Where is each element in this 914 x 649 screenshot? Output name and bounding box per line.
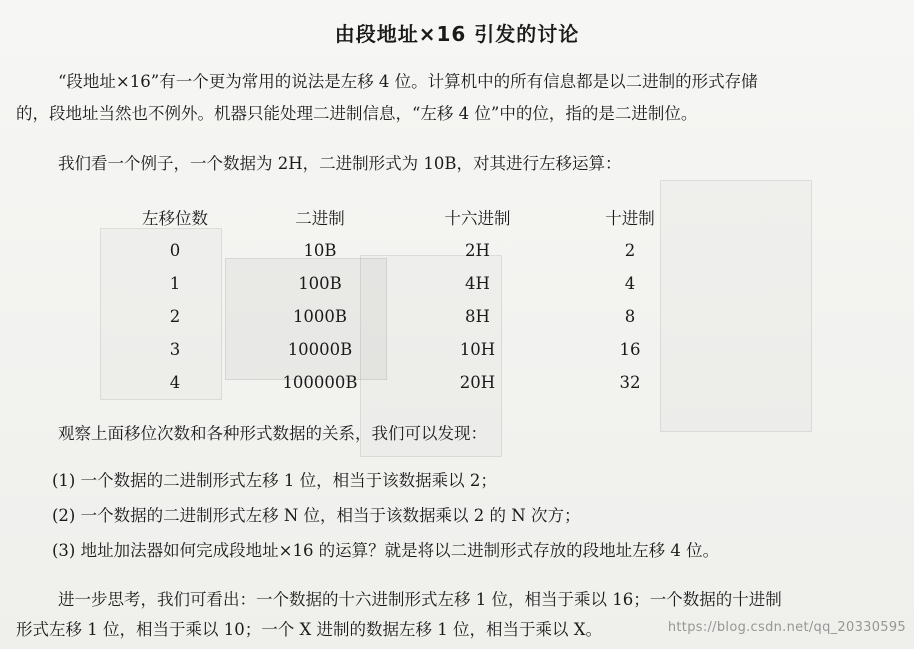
cell-hex: 8H bbox=[465, 307, 490, 326]
further-line-2: 形式左移 1 位，相当于乘以 10；一个 X 进制的数据左移 1 位，相当于乘以 X。 bbox=[16, 620, 602, 639]
table-header-row bbox=[105, 200, 700, 234]
finding-3: (3) 地址加法器如何完成段地址×16 的运算？就是将以二进制形式存放的段地址左移 4 位。 bbox=[52, 541, 720, 560]
cell-shift: 0 bbox=[169, 241, 181, 260]
col-header-hex: 十六进制 bbox=[444, 209, 511, 228]
col-header-decimal: 十进制 bbox=[605, 209, 655, 228]
cell-hex: 10H bbox=[459, 340, 496, 359]
cell-binary: 100B bbox=[298, 274, 342, 293]
cell-decimal: 16 bbox=[619, 340, 641, 359]
observe-text: 观察上面移位次数和各种形式数据的关系，我们可以发现： bbox=[58, 424, 487, 443]
finding-1: (1) 一个数据的二进制形式左移 1 位，相当于该数据乘以 2； bbox=[52, 471, 497, 490]
example-intro: 我们看一个例子，一个数据为 2H，二进制形式为 10B，对其进行左移运算： bbox=[58, 154, 622, 173]
cell-binary: 100000B bbox=[282, 373, 358, 392]
table-row bbox=[105, 267, 700, 300]
cell-shift: 4 bbox=[169, 373, 181, 392]
cell-decimal: 8 bbox=[624, 307, 636, 326]
cell-decimal: 32 bbox=[619, 373, 641, 392]
finding-2: (2) 一个数据的二进制形式左移 N 位，相当于该数据乘以 2 的 N 次方； bbox=[52, 506, 581, 525]
col-header-binary: 二进制 bbox=[295, 209, 345, 228]
source-watermark: https://blog.csdn.net/qq_20330595 bbox=[667, 620, 906, 635]
cell-binary: 1000B bbox=[292, 307, 348, 326]
cell-binary: 10000B bbox=[287, 340, 353, 359]
cell-binary: 10B bbox=[303, 241, 337, 260]
table-row bbox=[105, 333, 700, 366]
table-row bbox=[105, 366, 700, 399]
cell-shift: 3 bbox=[169, 340, 181, 359]
shift-table bbox=[105, 200, 700, 399]
intro-line-1: “段地址×16”有一个更为常用的说法是左移 4 位。计算机中的所有信息都是以二进制的形式存储 bbox=[58, 72, 758, 91]
intro-line-2: 的，段地址当然也不例外。机器只能处理二进制信息，“左移 4 位”中的位，指的是二进制位。 bbox=[16, 104, 698, 123]
col-header-shift-count: 左移位数 bbox=[142, 209, 208, 228]
further-line-1: 进一步思考，我们可看出：一个数据的十六进制形式左移 1 位，相当于乘以 16；一个数据的十进制 bbox=[58, 590, 782, 609]
cell-shift: 1 bbox=[169, 274, 181, 293]
cell-decimal: 2 bbox=[624, 241, 636, 260]
cell-hex: 2H bbox=[465, 241, 490, 260]
cell-decimal: 4 bbox=[624, 274, 636, 293]
page-title: 由段地址×16 引发的讨论 bbox=[334, 22, 580, 46]
cell-hex: 4H bbox=[465, 274, 490, 293]
cell-shift: 2 bbox=[169, 307, 181, 326]
cell-hex: 20H bbox=[459, 373, 496, 392]
table-row bbox=[105, 234, 700, 267]
table-row bbox=[105, 300, 700, 333]
